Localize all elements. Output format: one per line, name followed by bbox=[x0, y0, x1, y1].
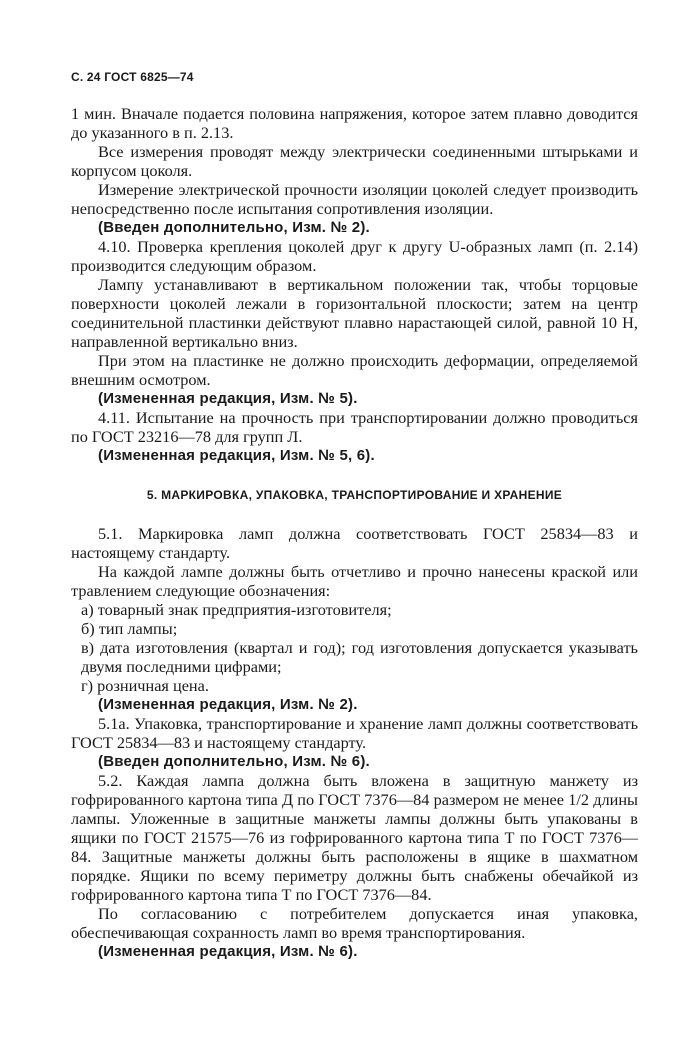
section-heading: 5. МАРКИРОВКА, УПАКОВКА, ТРАНСПОРТИРОВАНИЕ И ХРАНЕНИЕ bbox=[146, 488, 563, 502]
list-item: г) розничная цена. bbox=[81, 676, 209, 695]
amendment-note: (Измененная редакция, Изм. № 6). bbox=[98, 943, 358, 960]
amendment-note: (Измененная редакция, Изм. № 5, 6). bbox=[98, 447, 375, 464]
page-header: С. 24 ГОСТ 6825—74 bbox=[71, 70, 194, 84]
paragraph: Все измерения проводят между электрически соединенными штырьками и корпусом цоколя. bbox=[71, 142, 638, 180]
paragraph: 5.1а. Упаковка, транспортирование и хранение ламп должны соответствовать ГОСТ 25834—83 и настоящему стандарту. bbox=[71, 714, 638, 752]
paragraph: Лампу устанавливают в вертикальном положении так, чтобы торцовые поверхности цоколей лежали в горизонтальной плоскости; затем на центр соединительной пластинки действуют плавно нарастающей силой, равной 10 Н, направленной вертикально вниз. bbox=[71, 275, 638, 351]
paragraph: На каждой лампе должны быть отчетливо и прочно нанесены краской или травлением следующие обозначения: bbox=[71, 562, 638, 600]
list-item: б) тип лампы; bbox=[81, 619, 178, 638]
paragraph: 1 мин. Вначале подается половина напряжения, которое затем плавно доводится до указанного в п. 2.13. bbox=[71, 104, 638, 142]
amendment-note: (Измененная редакция, Изм. № 5). bbox=[98, 390, 358, 407]
paragraph: 5.2. Каждая лампа должна быть вложена в защитную манжету из гофрированного картона типа Д по ГОСТ 7376—84 размером не менее 1/2 длины лампы. Уложенные в защитные манжеты лампы должны быть упакованы в ящики по ГОСТ 21575—76 из гофрированного картона типа Т по ГОСТ 7376—84. Защитные манжеты должны быть расположены в ящике в шахматном порядке. Ящики по всему периметру должны быть снабжены обечайкой из гофрированного картона типа Т по ГОСТ 7376—84. bbox=[71, 771, 638, 904]
paragraph: При этом на пластинке не должно происходить деформации, определяемой внешним осмотром. bbox=[71, 351, 638, 389]
document-body bbox=[71, 104, 638, 961]
paragraph: 4.10. Проверка крепления цоколей друг к другу U-образных ламп (п. 2.14) производится следующим образом. bbox=[71, 237, 638, 275]
list-item: в) дата изготовления (квартал и год); год изготовления допускается указывать двумя последними цифрами; bbox=[81, 638, 638, 676]
paragraph: Измерение электрической прочности изоляции цоколей следует производить непосредственно после испытания сопротивления изоляции. bbox=[71, 180, 638, 218]
paragraph: 4.11. Испытание на прочность при транспортировании должно проводиться по ГОСТ 23216—78 для групп Л. bbox=[71, 408, 638, 446]
amendment-note: (Измененная редакция, Изм. № 2). bbox=[98, 696, 358, 713]
paragraph: По согласованию с потребителем допускается иная упаковка, обеспечивающая сохранность ламп во время транспортирования. bbox=[71, 904, 638, 942]
list-item: а) товарный знак предприятия-изготовителя; bbox=[81, 600, 392, 619]
paragraph: 5.1. Маркировка ламп должна соответствовать ГОСТ 25834—83 и настоящему стандарту. bbox=[71, 524, 638, 562]
amendment-note: (Введен дополнительно, Изм. № 6). bbox=[98, 753, 370, 770]
amendment-note: (Введен дополнительно, Изм. № 2). bbox=[98, 219, 370, 236]
